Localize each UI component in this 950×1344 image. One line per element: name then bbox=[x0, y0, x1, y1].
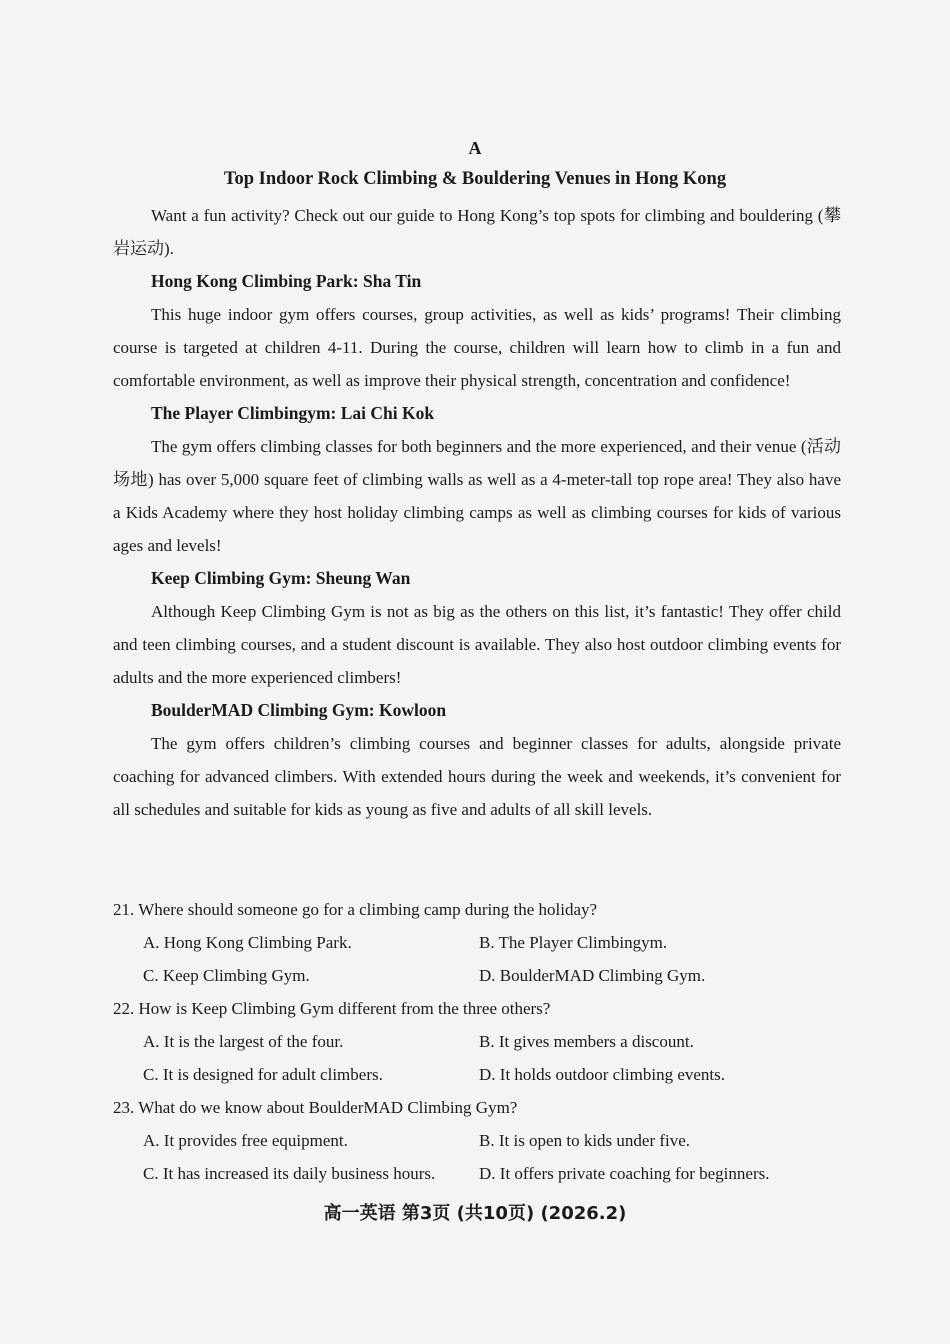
question-22 bbox=[113, 992, 841, 1091]
option-row bbox=[113, 1157, 841, 1190]
option-row bbox=[113, 959, 841, 992]
page-footer: 高一英语 第3页 (共10页) (2026.2) bbox=[323, 1203, 627, 1224]
question-stem: 23. What do we know about BoulderMAD Climbing Gym? bbox=[113, 1098, 518, 1117]
option-c: C. It is designed for adult climbers. bbox=[143, 1065, 383, 1084]
section-letter: A bbox=[468, 138, 482, 158]
option-a: A. Hong Kong Climbing Park. bbox=[143, 933, 352, 952]
question-stem: 21. Where should someone go for a climbing camp during the holiday? bbox=[113, 900, 598, 919]
venue-paragraph: The gym offers children’s climbing courses and beginner classes for adults, alongside private coaching for advanced climbers. With extended hours during the week and weekends, it’s convenient for all schedules and suitable for kids as young as five and adults of all skill levels. bbox=[113, 734, 841, 819]
option-row bbox=[113, 926, 841, 959]
option-b: B. The Player Climbingym. bbox=[479, 933, 668, 952]
passage-body bbox=[113, 199, 841, 826]
option-d: D. BoulderMAD Climbing Gym. bbox=[479, 966, 706, 985]
venue-paragraph: The gym offers climbing classes for both beginners and the more experienced, and their venue (活动场地) has over 5,000 square feet of climbing walls as well as a 4-meter-tall top rope area! They also have a Kids Academy where they host holiday climbing camps as well as climbing courses for kids of various ages and levels! bbox=[113, 437, 841, 555]
option-d: D. It holds outdoor climbing events. bbox=[479, 1065, 726, 1084]
venue-paragraph: Although Keep Climbing Gym is not as big as the others on this list, it’s fantastic! They offer child and teen climbing courses, and a student discount is available. They also host outdoor climbing events for adults and the more experienced climbers! bbox=[113, 602, 841, 687]
option-row bbox=[113, 1025, 841, 1058]
option-a: A. It is the largest of the four. bbox=[143, 1032, 344, 1051]
question-21 bbox=[113, 893, 841, 992]
passage-title: Top Indoor Rock Climbing & Bouldering Venues in Hong Kong bbox=[223, 169, 727, 189]
option-c: C. Keep Climbing Gym. bbox=[143, 966, 310, 985]
venue-paragraph: This huge indoor gym offers courses, group activities, as well as kids’ programs! Their climbing course is targeted at children 4-11. During the course, children will learn how to climb in a fun and comfortable environment, as well as improve their physical strength, concentration and confidence! bbox=[113, 305, 841, 390]
question-stem: 22. How is Keep Climbing Gym different from the three others? bbox=[113, 999, 551, 1018]
venue-heading: BoulderMAD Climbing Gym: Kowloon bbox=[151, 700, 447, 720]
option-row bbox=[113, 1058, 841, 1091]
option-c: C. It has increased its daily business hours. bbox=[143, 1164, 436, 1183]
option-row bbox=[113, 1124, 841, 1157]
option-b: B. It is open to kids under five. bbox=[479, 1131, 691, 1150]
intro-paragraph: Want a fun activity? Check out our guide to Hong Kong’s top spots for climbing and bouldering (攀岩运动). bbox=[113, 206, 841, 258]
option-b: B. It gives members a discount. bbox=[479, 1032, 694, 1051]
question-list bbox=[113, 893, 841, 1190]
option-a: A. It provides free equipment. bbox=[143, 1131, 348, 1150]
venue-heading: Hong Kong Climbing Park: Sha Tin bbox=[151, 271, 422, 291]
venue-heading: Keep Climbing Gym: Sheung Wan bbox=[151, 568, 411, 588]
option-d: D. It offers private coaching for beginners. bbox=[479, 1164, 770, 1183]
venue-heading: The Player Climbingym: Lai Chi Kok bbox=[151, 403, 435, 423]
question-23 bbox=[113, 1091, 841, 1190]
